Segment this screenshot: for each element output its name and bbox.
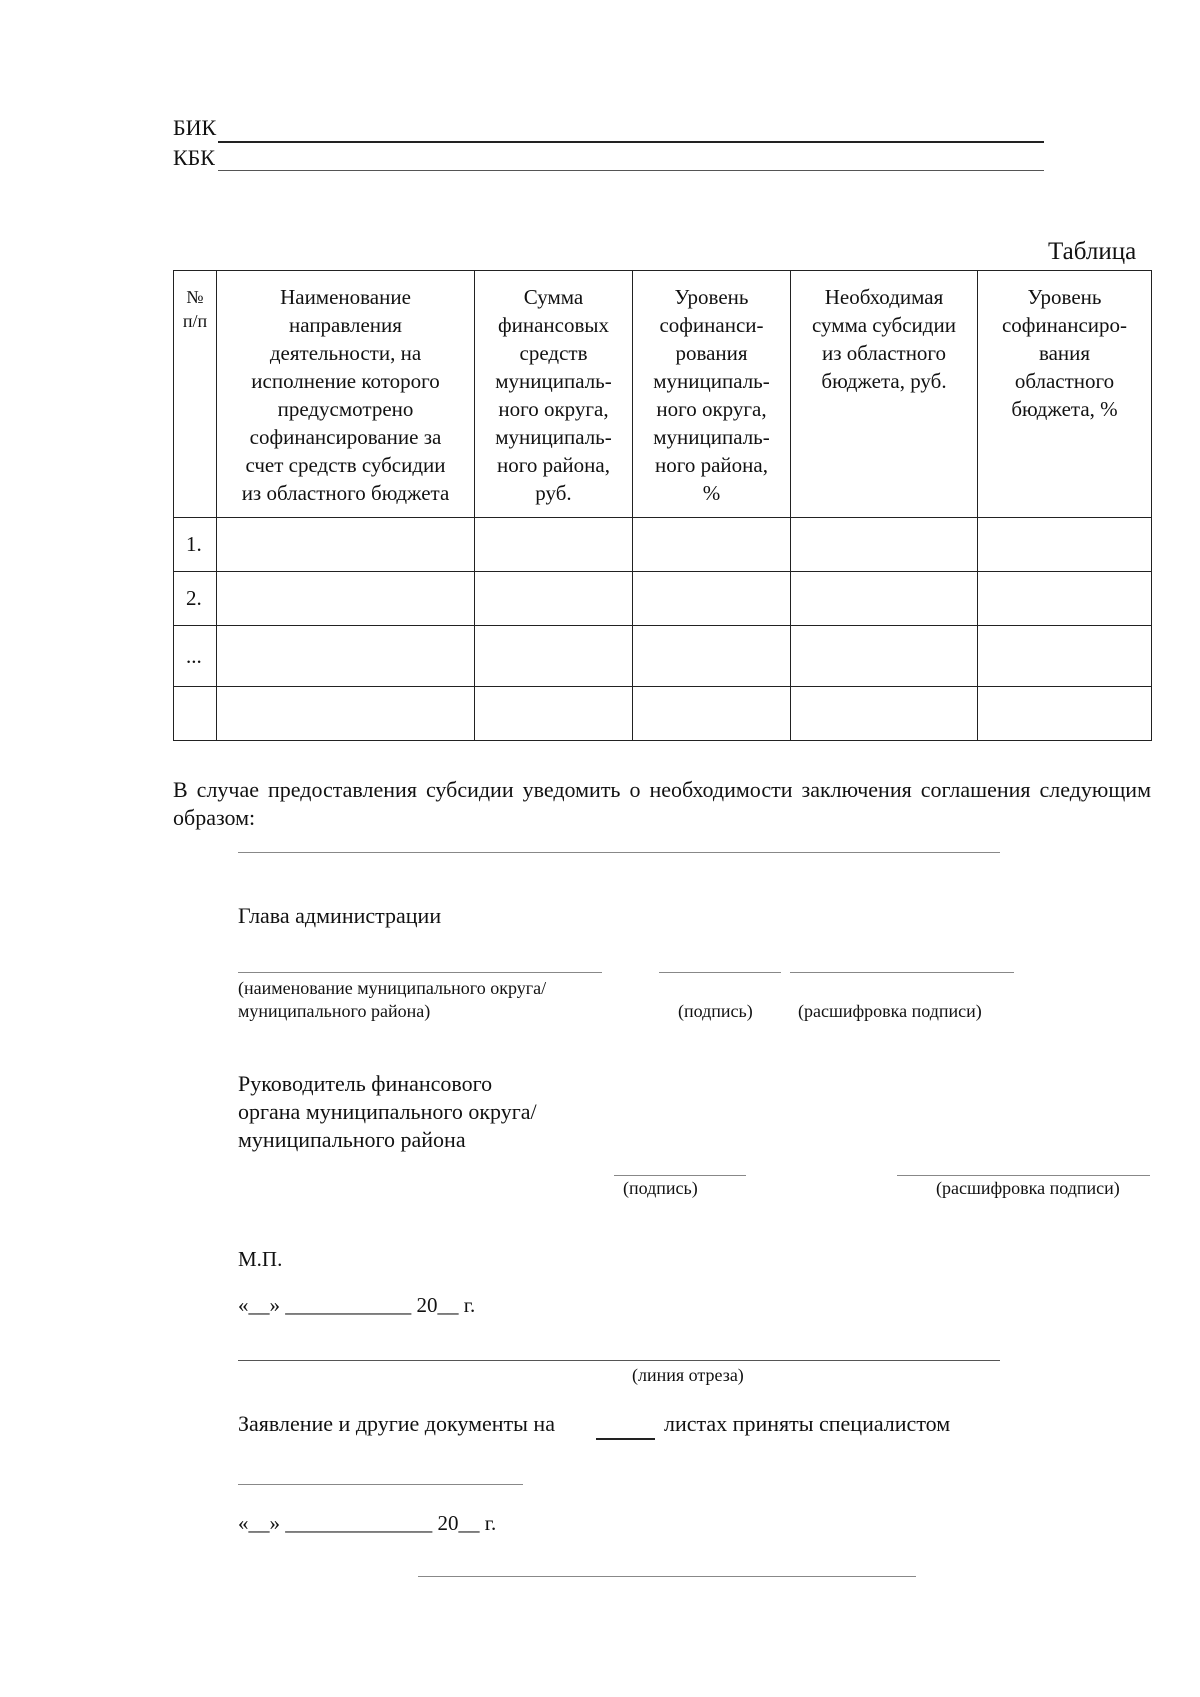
- row-number: 2.: [174, 572, 217, 626]
- table-cell[interactable]: [217, 518, 475, 572]
- table-row: [174, 626, 1152, 687]
- table-cell[interactable]: [978, 518, 1152, 572]
- head-signature-line[interactable]: [659, 972, 781, 973]
- table-cell[interactable]: [475, 626, 633, 687]
- receipt-signature-line[interactable]: [418, 1576, 916, 1577]
- table-row: [174, 687, 1152, 741]
- finance-signature-line[interactable]: [614, 1175, 746, 1176]
- row-number: 1.: [174, 518, 217, 572]
- table-cell[interactable]: [633, 518, 791, 572]
- finance-decoding-line[interactable]: [897, 1175, 1150, 1176]
- stamp-label: М.П.: [238, 1247, 283, 1271]
- table-cell[interactable]: [633, 687, 791, 741]
- cut-line: [238, 1360, 1000, 1361]
- table-cell[interactable]: [633, 572, 791, 626]
- finance-decoding-caption: (расшифровка подписи): [936, 1178, 1120, 1198]
- table-cell[interactable]: [633, 626, 791, 687]
- bik-field-line[interactable]: [218, 141, 1044, 143]
- finance-signature-caption: (подпись): [623, 1178, 698, 1198]
- municipality-name-caption-1: (наименование муниципального округа/: [238, 978, 547, 998]
- finance-head-title-3: муниципального района: [238, 1127, 466, 1152]
- table-cell[interactable]: [791, 518, 978, 572]
- table-cell[interactable]: [791, 626, 978, 687]
- head-admin-title: Глава администрации: [238, 903, 442, 928]
- receipt-date-field[interactable]: «__» ______________ 20__ г.: [238, 1511, 497, 1535]
- table-row: [174, 572, 1152, 626]
- col-header-municipal-amount: Сумма финансовых средств муниципаль- ного округа, муниципаль- ного района, руб.: [475, 271, 633, 518]
- col-header-regional-level: Уровень софинансиро- вания областного бюджета, %: [978, 271, 1152, 518]
- col-header-subsidy-amount: Необходимая сумма субсидии из областного бюджета, руб.: [791, 271, 978, 518]
- table-header-row: [174, 271, 1152, 518]
- specialist-name-line[interactable]: [238, 1484, 523, 1485]
- stamp-date-field[interactable]: «__» ____________ 20__ г.: [238, 1293, 476, 1317]
- cut-line-caption: (линия отреза): [632, 1365, 744, 1385]
- table-cell[interactable]: [791, 572, 978, 626]
- row-number: ...: [174, 626, 217, 687]
- finance-head-title-1: Руководитель финансового: [238, 1071, 493, 1096]
- kbk-field-line[interactable]: [218, 170, 1044, 171]
- table-cell[interactable]: [791, 687, 978, 741]
- receipt-text-before: Заявление и другие документы на: [238, 1411, 555, 1436]
- finance-head-title-2: органа муниципального округа/: [238, 1099, 537, 1124]
- receipt-text-after: листах приняты специалистом: [664, 1411, 951, 1436]
- municipality-name-caption-2: муниципального района): [238, 1001, 431, 1021]
- table-cell[interactable]: [475, 687, 633, 741]
- table-cell[interactable]: [217, 687, 475, 741]
- row-number: [174, 687, 217, 741]
- head-decoding-caption: (расшифровка подписи): [798, 1001, 982, 1021]
- cofinancing-table: [173, 270, 1152, 741]
- table-cell[interactable]: [475, 518, 633, 572]
- municipality-name-line[interactable]: [238, 972, 602, 973]
- col-header-activity: Наименование направления деятельности, на исполнение которого предусмотрено софинансирование за счет средств субсидии из областного бюджета: [217, 271, 475, 518]
- notice-fill-line[interactable]: [238, 852, 1000, 853]
- table-cell[interactable]: [475, 572, 633, 626]
- table-row: [174, 518, 1152, 572]
- table-caption: Таблица: [1048, 238, 1137, 265]
- col-header-number: № п/п: [174, 271, 217, 518]
- table-cell[interactable]: [217, 572, 475, 626]
- head-signature-caption: (подпись): [678, 1001, 753, 1021]
- col-header-municipal-level: Уровень софинанси- рования муниципаль- ного округа, муниципаль- ного района, %: [633, 271, 791, 518]
- table-cell[interactable]: [217, 626, 475, 687]
- kbk-label: КБК: [173, 145, 215, 170]
- table-cell[interactable]: [978, 687, 1152, 741]
- table-cell[interactable]: [978, 572, 1152, 626]
- bik-label: БИК: [173, 115, 217, 140]
- notice-paragraph: В случае предоставления субсидии уведомить о необходимости заключения соглашения следующим образом:: [173, 777, 1151, 830]
- table-cell[interactable]: [978, 626, 1152, 687]
- head-decoding-line[interactable]: [790, 972, 1014, 973]
- sheets-count-field[interactable]: [596, 1438, 655, 1440]
